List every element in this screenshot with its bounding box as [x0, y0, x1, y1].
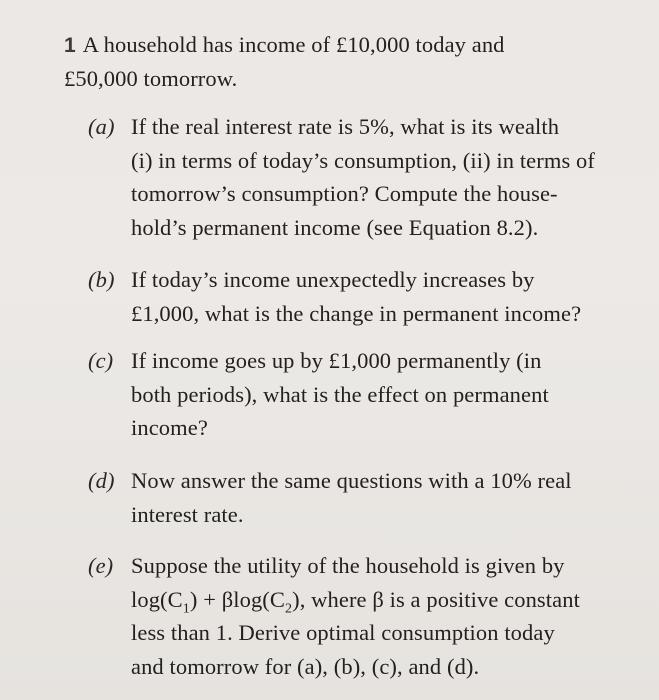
- part-c-label: (c): [88, 348, 114, 373]
- question-number: 1: [64, 34, 76, 57]
- part-a-text: [131, 110, 643, 244]
- part-b-line-1: If today’s income unexpectedly increases by: [131, 267, 535, 292]
- part-b-line-2: £1,000, what is the change in permanent income?: [131, 300, 582, 326]
- part-e-label: (e): [88, 553, 114, 578]
- part-c-line-2: both periods), what is the effect on permanent: [131, 381, 549, 407]
- math-log-c: log(C: [131, 586, 183, 612]
- math-tail: ), where β is a positive constant: [292, 586, 580, 612]
- part-e-line-1: Suppose the utility of the household is given by: [131, 553, 565, 578]
- part-d: [88, 464, 643, 531]
- part-e-text: [131, 549, 643, 683]
- part-a-label: (a): [88, 114, 115, 139]
- math-subscript-2: 2: [285, 601, 293, 616]
- part-c-text: [131, 344, 643, 445]
- question-1: [64, 28, 644, 95]
- part-e-math-line: [131, 583, 643, 617]
- part-a-line-2: (i) in terms of today’s consumption, (ii) in terms of: [131, 147, 595, 173]
- part-c: [88, 344, 643, 445]
- part-c-line-1: If income goes up by £1,000 permanently (in: [131, 348, 542, 373]
- part-a-line-1: If the real interest rate is 5%, what is its wealth: [131, 114, 560, 139]
- part-d-label: (d): [88, 468, 115, 493]
- part-d-text: [131, 464, 643, 531]
- math-subscript-1: 1: [182, 601, 190, 616]
- part-e-line-4: and tomorrow for (a), (b), (c), and (d).: [131, 653, 480, 679]
- part-d-line-1: Now answer the same questions with a 10% real: [131, 468, 572, 493]
- question-line-2: £50,000 tomorrow.: [64, 66, 238, 91]
- part-e: [88, 549, 643, 683]
- part-b-label: (b): [88, 267, 115, 292]
- part-c-line-3: income?: [131, 415, 208, 440]
- part-d-line-2: interest rate.: [131, 501, 244, 527]
- part-a-line-4: hold’s permanent income (see Equation 8.2).: [131, 214, 539, 240]
- question-line-1: A household has income of £10,000 today and: [82, 32, 505, 57]
- part-a-line-3: tomorrow’s consumption? Compute the house-: [131, 181, 558, 206]
- math-beta-log-c: ) + βlog(C: [189, 586, 286, 612]
- part-e-line-3: less than 1. Derive optimal consumption today: [131, 620, 555, 645]
- part-b: [88, 263, 643, 330]
- part-a: [88, 110, 643, 244]
- part-b-text: [131, 263, 643, 330]
